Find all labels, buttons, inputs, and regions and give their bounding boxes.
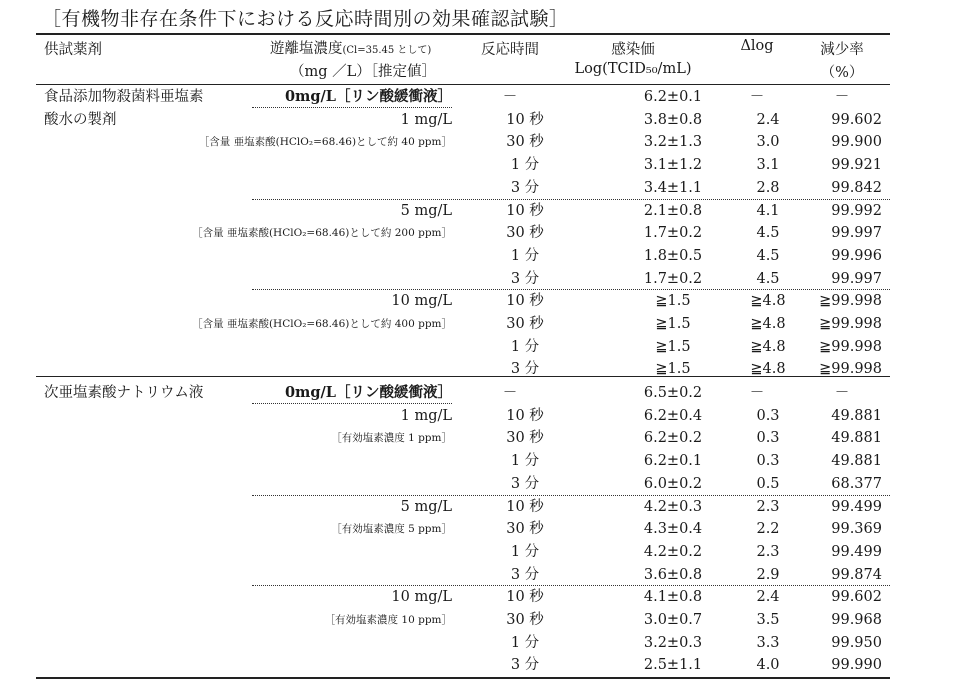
reaction-time: －: [502, 89, 518, 105]
delta-log: 0.3: [756, 407, 780, 424]
concentration-value: 5 mg/L: [400, 498, 452, 515]
infectivity-titer: 4.3±0.4: [643, 521, 703, 538]
reduction-rate: 99.602: [831, 111, 882, 128]
concentration-note: ［有効塩素濃度 5 ppm］: [331, 523, 452, 536]
header-time: 反応時間: [481, 42, 539, 58]
delta-log: ≧4.8: [750, 293, 786, 310]
delta-log: 4.1: [756, 202, 780, 219]
infectivity-titer: ≧1.5: [655, 293, 691, 310]
reduction-rate: ≧99.998: [819, 293, 882, 310]
concentration-value: 10 mg/L: [391, 293, 452, 310]
dotted-separator: [252, 495, 890, 496]
delta-log: 2.4: [756, 111, 780, 128]
reaction-time: 10 秒: [506, 111, 544, 128]
infectivity-titer: 6.2±0.1: [643, 89, 703, 105]
table-title: ［有機物非存在条件下における反応時間別の効果確認試験］: [42, 8, 569, 30]
infectivity-titer: 4.2±0.3: [643, 498, 703, 515]
reduction-rate: －: [834, 385, 850, 401]
reduction-rate: －: [834, 89, 850, 105]
control-concentration: 0mg/L［リン酸緩衝液］: [284, 88, 452, 105]
infectivity-titer: 2.5±1.1: [643, 657, 703, 674]
reaction-time: 10 秒: [506, 589, 544, 606]
reaction-time: 3 分: [510, 270, 540, 287]
header-dlog: Δlog: [740, 38, 774, 54]
bottom-rule: [36, 677, 890, 679]
reduction-rate: 99.499: [831, 498, 882, 515]
reaction-time: 3 分: [510, 657, 540, 674]
reduction-rate: 99.990: [831, 657, 882, 674]
reduction-rate: 99.900: [831, 134, 882, 151]
delta-log: ≧4.8: [750, 338, 786, 355]
dotted-separator: [252, 585, 890, 586]
header-titer-unit: Log(TCID₅₀/mL): [574, 61, 692, 77]
infectivity-titer: 6.2±0.4: [643, 407, 703, 424]
concentration-note: ［有効塩素濃度 1 ppm］: [331, 432, 452, 445]
concentration-note: ［含量 亜塩素酸(HClO₂=68.46)として約 40 ppm］: [198, 136, 452, 149]
reaction-time: 30 秒: [506, 316, 544, 332]
reduction-rate: 99.997: [831, 270, 882, 287]
infectivity-titer: 1.8±0.5: [643, 247, 703, 264]
reaction-time: 10 秒: [506, 498, 544, 515]
infectivity-titer: 6.2±0.1: [643, 453, 703, 470]
reaction-time: 10 秒: [506, 293, 544, 310]
delta-log: 0.3: [756, 453, 780, 470]
delta-log: 2.3: [756, 498, 780, 515]
reduction-rate: 99.921: [831, 157, 882, 174]
reaction-time: 30 秒: [506, 225, 544, 242]
infectivity-titer: 3.4±1.1: [643, 179, 703, 196]
reduction-rate: 49.881: [831, 407, 882, 424]
reaction-time: 1 分: [510, 634, 540, 651]
delta-log: 2.3: [756, 543, 780, 560]
header-concentration: 遊離塩濃度(Cl=35.45 として): [270, 41, 432, 57]
reaction-time: －: [502, 385, 518, 401]
delta-log: 4.5: [756, 270, 780, 287]
delta-log: 2.9: [756, 566, 780, 583]
sample-name-cont: 酸水の製剤: [44, 111, 117, 128]
reaction-time: 3 分: [510, 566, 540, 583]
infectivity-titer: 3.2±1.3: [643, 134, 703, 151]
sample-name: 食品添加物殺菌料亜塩素: [44, 89, 204, 105]
delta-log: ≧4.8: [750, 316, 786, 332]
concentration-note: ［含量 亜塩素酸(HClO₂=68.46)として約 200 ppm］: [192, 227, 452, 240]
infectivity-titer: 4.1±0.8: [643, 589, 703, 606]
reduction-rate: 99.842: [831, 179, 882, 196]
header-reduction: 減少率: [820, 42, 864, 58]
reduction-rate: 68.377: [831, 475, 882, 492]
reaction-time: 30 秒: [506, 612, 544, 628]
infectivity-titer: ≧1.5: [655, 338, 691, 355]
sample-name: 次亜塩素酸ナトリウム液: [44, 385, 204, 401]
reaction-time: 1 分: [510, 453, 540, 470]
delta-log: 3.0: [756, 134, 780, 151]
concentration-value: 10 mg/L: [391, 589, 452, 606]
infectivity-titer: 1.7±0.2: [643, 270, 703, 287]
top-rule: [36, 33, 890, 35]
reaction-time: 1 分: [510, 338, 540, 355]
reduction-rate: 99.950: [831, 634, 882, 651]
reduction-rate: 99.992: [831, 202, 882, 219]
reduction-rate: ≧99.998: [819, 361, 882, 378]
reaction-time: 10 秒: [506, 202, 544, 219]
header-titer: 感染価: [611, 42, 655, 58]
reaction-time: 1 分: [510, 247, 540, 264]
reaction-time: 30 秒: [506, 134, 544, 151]
reduction-rate: ≧99.998: [819, 338, 882, 355]
reduction-rate: 99.602: [831, 589, 882, 606]
control-concentration: 0mg/L［リン酸緩衝液］: [284, 384, 452, 401]
dotted-separator: [252, 289, 890, 290]
reduction-rate: 99.997: [831, 225, 882, 242]
concentration-value: 1 mg/L: [400, 407, 452, 424]
delta-log: 2.2: [756, 521, 780, 538]
reaction-time: 3 分: [510, 475, 540, 492]
reduction-rate: ≧99.998: [819, 316, 882, 332]
delta-log: 4.5: [756, 225, 780, 242]
infectivity-titer: 6.2±0.2: [643, 430, 703, 447]
reaction-time: 10 秒: [506, 407, 544, 424]
delta-log: ≧4.8: [750, 361, 786, 378]
delta-log: －: [749, 385, 765, 401]
infectivity-titer: 4.2±0.2: [643, 543, 703, 560]
infectivity-titer: 3.2±0.3: [643, 634, 703, 651]
infectivity-titer: 3.1±1.2: [643, 157, 703, 174]
reaction-time: 30 秒: [506, 430, 544, 447]
delta-log: 3.5: [756, 612, 780, 628]
header-reduction-unit: （%）: [820, 65, 864, 81]
infectivity-titer: ≧1.5: [655, 316, 691, 332]
reaction-time: 30 秒: [506, 521, 544, 538]
header-rule: [36, 84, 890, 85]
infectivity-titer: 3.0±0.7: [643, 612, 703, 628]
reaction-time: 3 分: [510, 179, 540, 196]
group-rule: [36, 376, 890, 377]
delta-log: 0.3: [756, 430, 780, 447]
reduction-rate: 49.881: [831, 430, 882, 447]
reaction-time: 1 分: [510, 543, 540, 560]
infectivity-titer: 1.7±0.2: [643, 225, 703, 242]
delta-log: 3.1: [756, 157, 780, 174]
concentration-note: ［有効塩素濃度 10 ppm］: [324, 614, 452, 626]
delta-log: 3.3: [756, 634, 780, 651]
delta-log: 4.0: [756, 657, 780, 674]
infectivity-titer: 3.8±0.8: [643, 111, 703, 128]
reaction-time: 3 分: [510, 361, 540, 378]
header-concentration-unit: （mg ／L）［推定値］: [290, 64, 437, 80]
reduction-rate: 49.881: [831, 453, 882, 470]
reduction-rate: 99.499: [831, 543, 882, 560]
infectivity-titer: 6.5±0.2: [643, 385, 703, 401]
delta-log: －: [749, 89, 765, 105]
concentration-note: ［含量 亜塩素酸(HClO₂=68.46)として約 400 ppm］: [192, 318, 452, 330]
dotted-separator: [252, 199, 890, 200]
delta-log: 2.8: [756, 179, 780, 196]
concentration-value: 5 mg/L: [400, 202, 452, 219]
reduction-rate: 99.369: [831, 521, 882, 538]
delta-log: 2.4: [756, 589, 780, 606]
reduction-rate: 99.996: [831, 247, 882, 264]
reduction-rate: 99.874: [831, 566, 882, 583]
delta-log: 0.5: [756, 475, 780, 492]
infectivity-titer: 2.1±0.8: [643, 202, 703, 219]
infectivity-titer: ≧1.5: [655, 361, 691, 378]
reduction-rate: 99.968: [831, 612, 882, 628]
delta-log: 4.5: [756, 247, 780, 264]
concentration-value: 1 mg/L: [400, 111, 452, 128]
infectivity-titer: 3.6±0.8: [643, 566, 703, 583]
header-sample: 供試薬剤: [44, 42, 102, 58]
reaction-time: 1 分: [510, 157, 540, 174]
infectivity-titer: 6.0±0.2: [643, 475, 703, 492]
